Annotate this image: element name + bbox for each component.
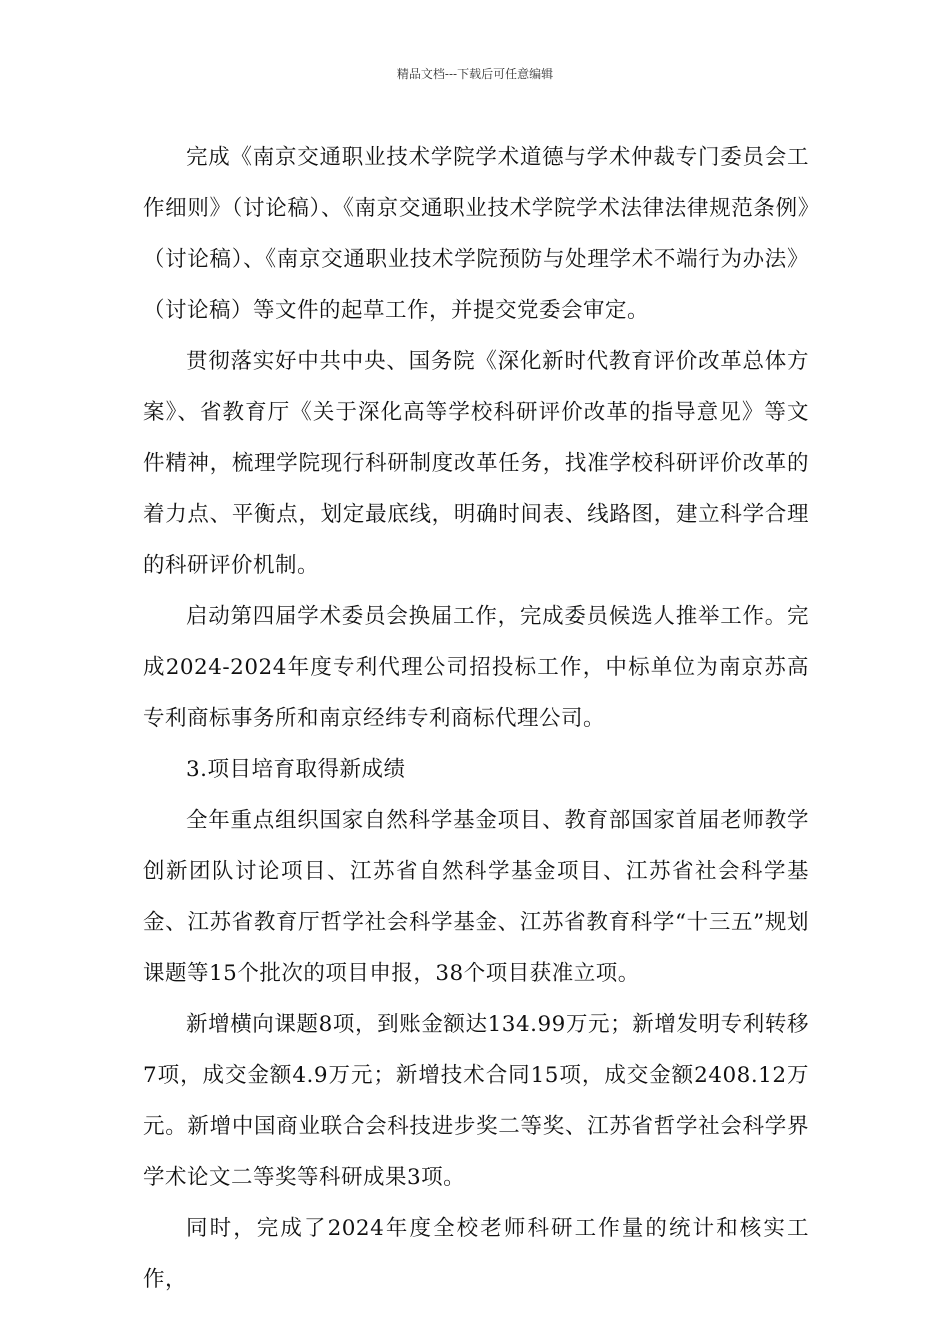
document-body [143,132,809,1305]
paragraph-committee-election: 启动第四届学术委员会换届工作，完成委员候选人推举工作。完成2024-2024年度专利代理公司招投标工作，中标单位为南京苏高专利商标事务所和南京经纬专利商标代理公司。 [143,604,809,731]
page-header: 精品文档---下载后可任意编辑 [396,67,554,81]
paragraph-evaluation-reform: 贯彻落实好中共中央、国务院《深化新时代教育评价改革总体方案》、省教育厅《关于深化高等学校科研评价改革的指导意见》等文件精神，梳理学院现行科研制度改革任务，找准学校科研评价改革的着力点、平衡点，划定最底线，明确时间表、线路图，建立科学合理的科研评价机制。 [143,349,809,578]
paragraph-workload-statistics: 同时，完成了2024年度全校老师科研工作量的统计和核实工作， [143,1216,809,1292]
section-heading: 3.项目培育取得新成绩 [186,757,406,782]
paragraph-draft-rules: 完成《南京交通职业技术学院学术道德与学术仲裁专门委员会工作细则》（讨论稿）、《南京交通职业技术学院学术法律法律规范条例》（讨论稿）、《南京交通职业技术学院预防与处理学术不端行为办法》（讨论稿）等文件的起草工作，并提交党委会审定。 [143,145,809,323]
paragraph-new-results: 新增横向课题8项，到账金额达134.99万元；新增发明专利转移7项，成交金额4.9万元；新增技术合同15项，成交金额2408.12万元。新增中国商业联合会科技进步奖二等奖、江苏省哲学社会科学界学术论文二等奖等科研成果3项。 [143,1012,809,1190]
paragraph-project-applications: 全年重点组织国家自然科学基金项目、教育部国家首届老师教学创新团队讨论项目、江苏省自然科学基金项目、江苏省社会科学基金、江苏省教育厅哲学社会科学基金、江苏省教育科学“十三五”规划课题等15个批次的项目申报，38个项目获准立项。 [143,808,809,986]
